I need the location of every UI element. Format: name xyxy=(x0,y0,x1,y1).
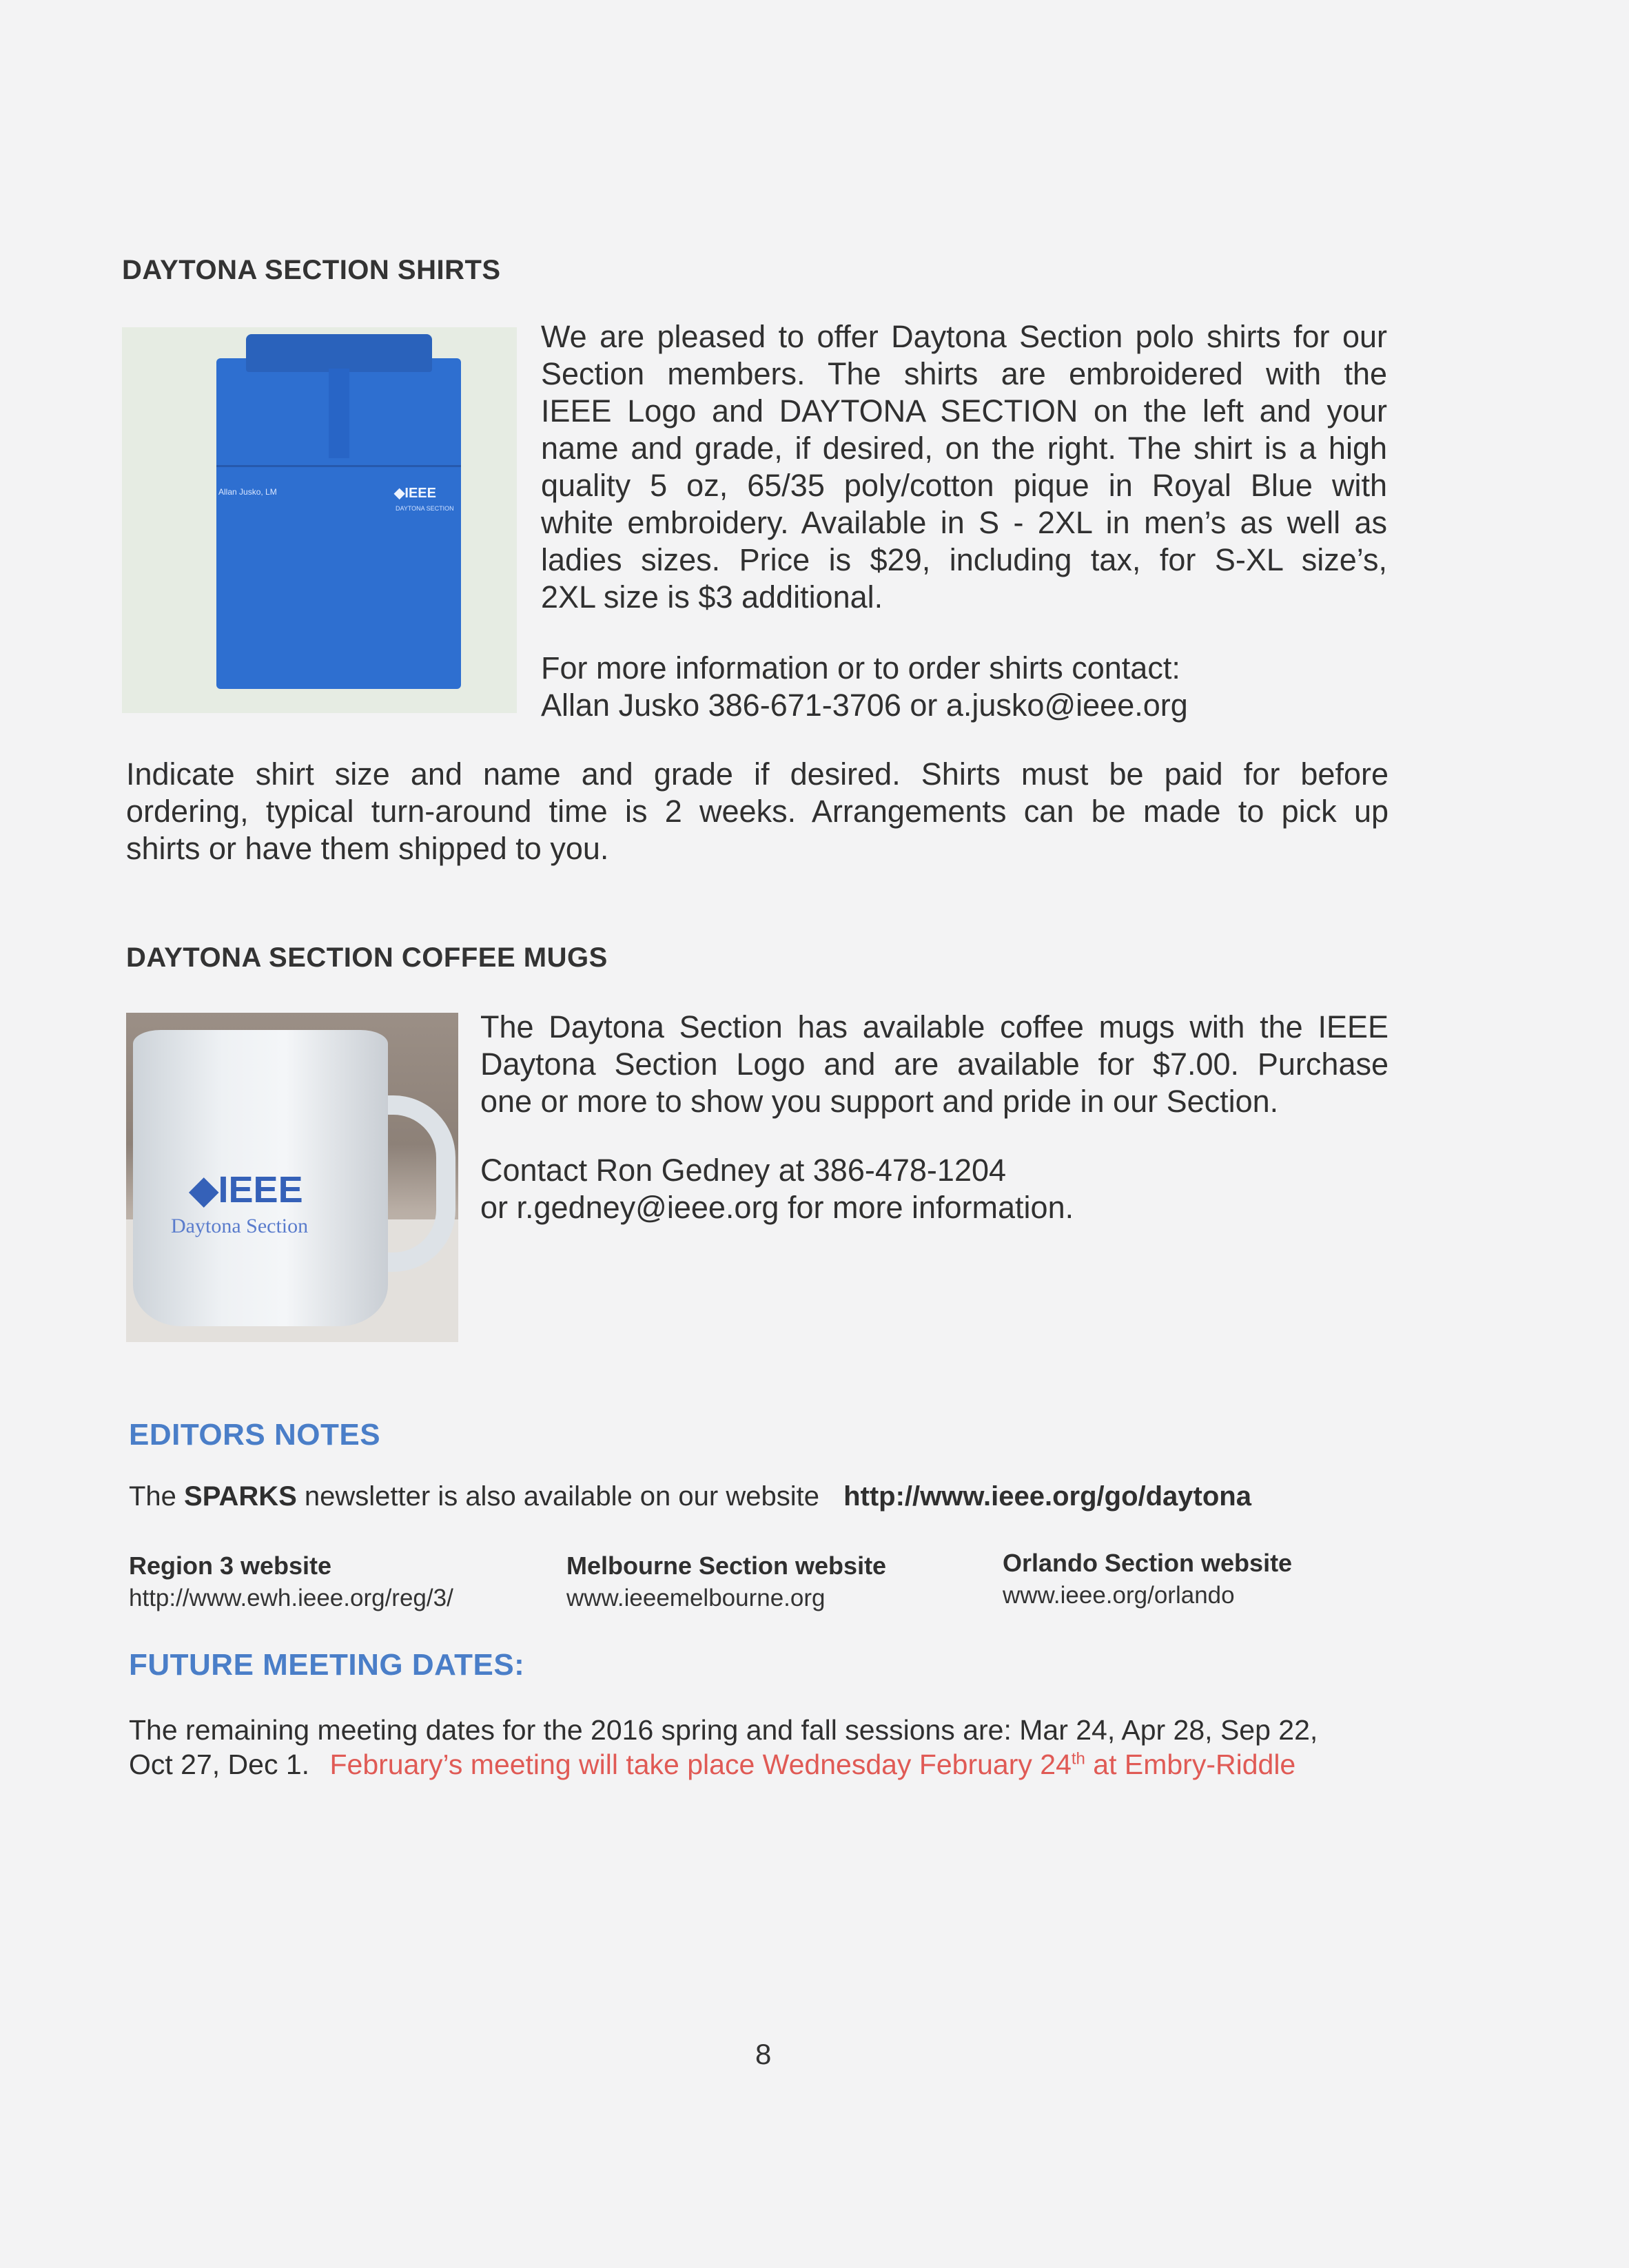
shirts-contact xyxy=(541,650,1387,724)
shirts-description xyxy=(541,318,1387,616)
editors-notes-heading: EDITORS NOTES xyxy=(129,1418,381,1452)
shirt-right-embroidery: IEEE xyxy=(404,486,436,501)
february-notice-sup: th xyxy=(1071,1749,1085,1769)
mugs-line: The Daytona Section has available coffee mugs with the IEEE xyxy=(480,1009,1389,1044)
meeting-dates-line2-start: Oct 27, Dec 1. xyxy=(129,1749,310,1780)
shirt-collar xyxy=(246,334,432,372)
mugs-description xyxy=(480,1009,1389,1120)
february-notice-text: February’s meeting will take place Wednesday February 24 xyxy=(329,1749,1072,1780)
shirt-ieee-logo: ◆IEEE xyxy=(394,486,436,501)
sparks-suffix: newsletter is also available on our website xyxy=(296,1481,819,1512)
mug-photo xyxy=(126,1013,458,1342)
order-line: ordering, typical turn-around time is 2 weeks. Arrangements can be made to pick up xyxy=(126,794,1389,829)
page-number: 8 xyxy=(755,2038,772,2070)
shirts-line: white embroidery. Available in S - 2XL in men’s as well as xyxy=(541,505,1387,540)
shirts-contact-line: Allan Jusko 386-671-3706 or a.jusko@ieee.org xyxy=(541,688,1188,723)
shirts-line: 2XL size is $3 additional. xyxy=(541,579,883,615)
order-line: shirts or have them shipped to you. xyxy=(126,831,609,866)
sparks-prefix: The xyxy=(129,1481,185,1512)
meeting-dates-line2 xyxy=(129,1747,1318,1782)
melbourne-link-block xyxy=(566,1551,886,1612)
future-meetings-heading: FUTURE MEETING DATES: xyxy=(129,1648,525,1682)
shirts-line: Section members. The shirts are embroidered with the xyxy=(541,356,1387,391)
shirts-line: quality 5 oz, 65/35 poly/cotton pique in Royal Blue with xyxy=(541,468,1387,503)
shirts-line: name and grade, if desired, on the right. The shirt is a high xyxy=(541,431,1387,466)
region3-title: Region 3 website xyxy=(129,1551,332,1580)
february-notice-tail: at Embry-Riddle xyxy=(1085,1749,1296,1780)
shirt-photo xyxy=(122,327,517,713)
shirt-fold xyxy=(216,465,461,467)
shirts-heading: DAYTONA SECTION SHIRTS xyxy=(122,255,501,285)
shirts-contact-line: For more information or to order shirts contact: xyxy=(541,650,1180,685)
region3-link-block xyxy=(129,1551,453,1612)
mugs-contact-line: Contact Ron Gedney at 386-478-1204 xyxy=(480,1153,1007,1188)
meeting-dates-line1: The remaining meeting dates for the 2016 spring and fall sessions are: Mar 24, Apr 28, Sep 22, xyxy=(129,1714,1318,1746)
region3-url-link[interactable]: http://www.ewh.ieee.org/reg/3/ xyxy=(129,1585,453,1611)
mugs-line: Daytona Section Logo and are available for $7.00. Purchase xyxy=(480,1047,1389,1082)
orlando-url-link[interactable]: www.ieee.org/orlando xyxy=(1003,1582,1235,1609)
shirts-line: ladies sizes. Price is $29, including tax, for S-XL size’s, xyxy=(541,542,1387,577)
mug-body xyxy=(133,1030,388,1326)
february-meeting-notice xyxy=(329,1749,1295,1780)
melbourne-title: Melbourne Section website xyxy=(566,1551,887,1580)
shirt-placket xyxy=(329,369,349,458)
shirts-order-info xyxy=(126,756,1389,867)
order-line: Indicate shirt size and name and grade if desired. Shirts must be paid for before xyxy=(126,756,1389,792)
shirts-line: We are pleased to offer Daytona Section polo shirts for our xyxy=(541,319,1387,354)
shirts-line: IEEE Logo and DAYTONA SECTION on the left and your xyxy=(541,393,1387,429)
shirt-right-embroidery-sub: DAYTONA SECTION xyxy=(396,505,454,512)
orlando-title: Orlando Section website xyxy=(1003,1549,1293,1577)
mugs-contact-line: or r.gedney@ieee.org for more information. xyxy=(480,1190,1074,1225)
sparks-url-link[interactable]: http://www.ieee.org/go/daytona xyxy=(843,1481,1251,1512)
mug-ieee-logo: ◆IEEE xyxy=(189,1169,303,1210)
mug-logo-sub: Daytona Section xyxy=(171,1215,309,1237)
sparks-line xyxy=(129,1481,1251,1512)
mugs-contact xyxy=(480,1152,1389,1226)
sparks-name: SPARKS xyxy=(184,1481,297,1512)
mugs-line: one or more to show you support and pride in our Section. xyxy=(480,1084,1279,1119)
shirt-left-embroidery: Allan Jusko, LM xyxy=(218,487,277,497)
meeting-dates-text xyxy=(129,1713,1318,1782)
mugs-heading: DAYTONA SECTION COFFEE MUGS xyxy=(126,942,608,973)
melbourne-url-link[interactable]: www.ieeemelbourne.org xyxy=(566,1585,826,1611)
orlando-link-block xyxy=(1003,1549,1292,1609)
